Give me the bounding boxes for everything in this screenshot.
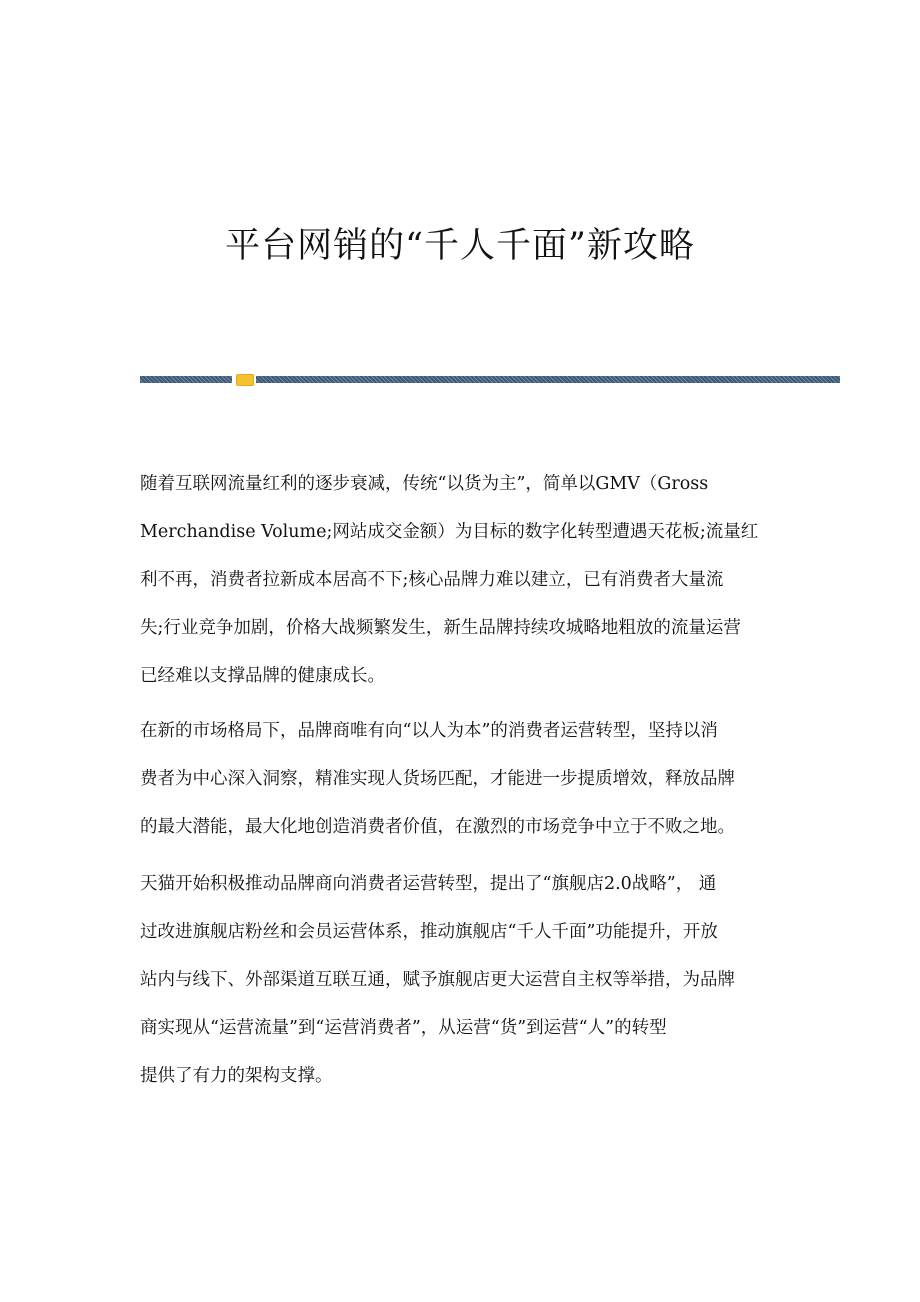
divider-right: [256, 376, 840, 383]
paragraph-line: 已经难以支撑品牌的健康成长。: [140, 666, 385, 686]
paragraph-line: 随着互联网流量红利的逐步衰减，传统“以货为主”，简单以GMV（Gross: [140, 474, 709, 494]
paragraph-line: 失;行业竞争加剧，价格大战频繁发生，新生品牌持续攻城略地粗放的流量运营: [140, 618, 741, 638]
envelope-icon: [236, 374, 254, 386]
paragraph-line: 过改进旗舰店粉丝和会员运营体系，推动旗舰店“千人千面”功能提升，开放: [140, 922, 718, 942]
paragraph-line: 在新的市场格局下，品牌商唯有向“以人为本”的消费者运营转型，坚持以消: [140, 721, 718, 741]
paragraph-line: 提供了有力的架构支撑。: [140, 1066, 333, 1086]
paragraph-line: Merchandise Volume;网站成交金额）为目标的数字化转型遭遇天花板;流量红: [140, 522, 759, 542]
document-title: 平台网销的“千人千面”新攻略: [225, 226, 695, 266]
paragraph-line: 天猫开始积极推动品牌商向消费者运营转型，提出了“旗舰店2.0战略”， 通: [140, 874, 717, 894]
divider-left: [140, 376, 232, 383]
paragraph-line: 的最大潜能，最大化地创造消费者价值，在激烈的市场竞争中立于不败之地。: [140, 817, 735, 837]
paragraph-line: 利不再，消费者拉新成本居高不下;核心品牌力难以建立，已有消费者大量流: [140, 570, 724, 590]
paragraph-line: 站内与线下、外部渠道互联互通，赋予旗舰店更大运营自主权等举措，为品牌: [140, 970, 735, 990]
paragraph-line: 费者为中心深入洞察，精准实现人货场匹配，才能进一步提质增效，释放品牌: [140, 769, 735, 789]
paragraph-line: 商实现从“运营流量”到“运营消费者”，从运营“货”到运营“人”的转型: [140, 1018, 667, 1038]
